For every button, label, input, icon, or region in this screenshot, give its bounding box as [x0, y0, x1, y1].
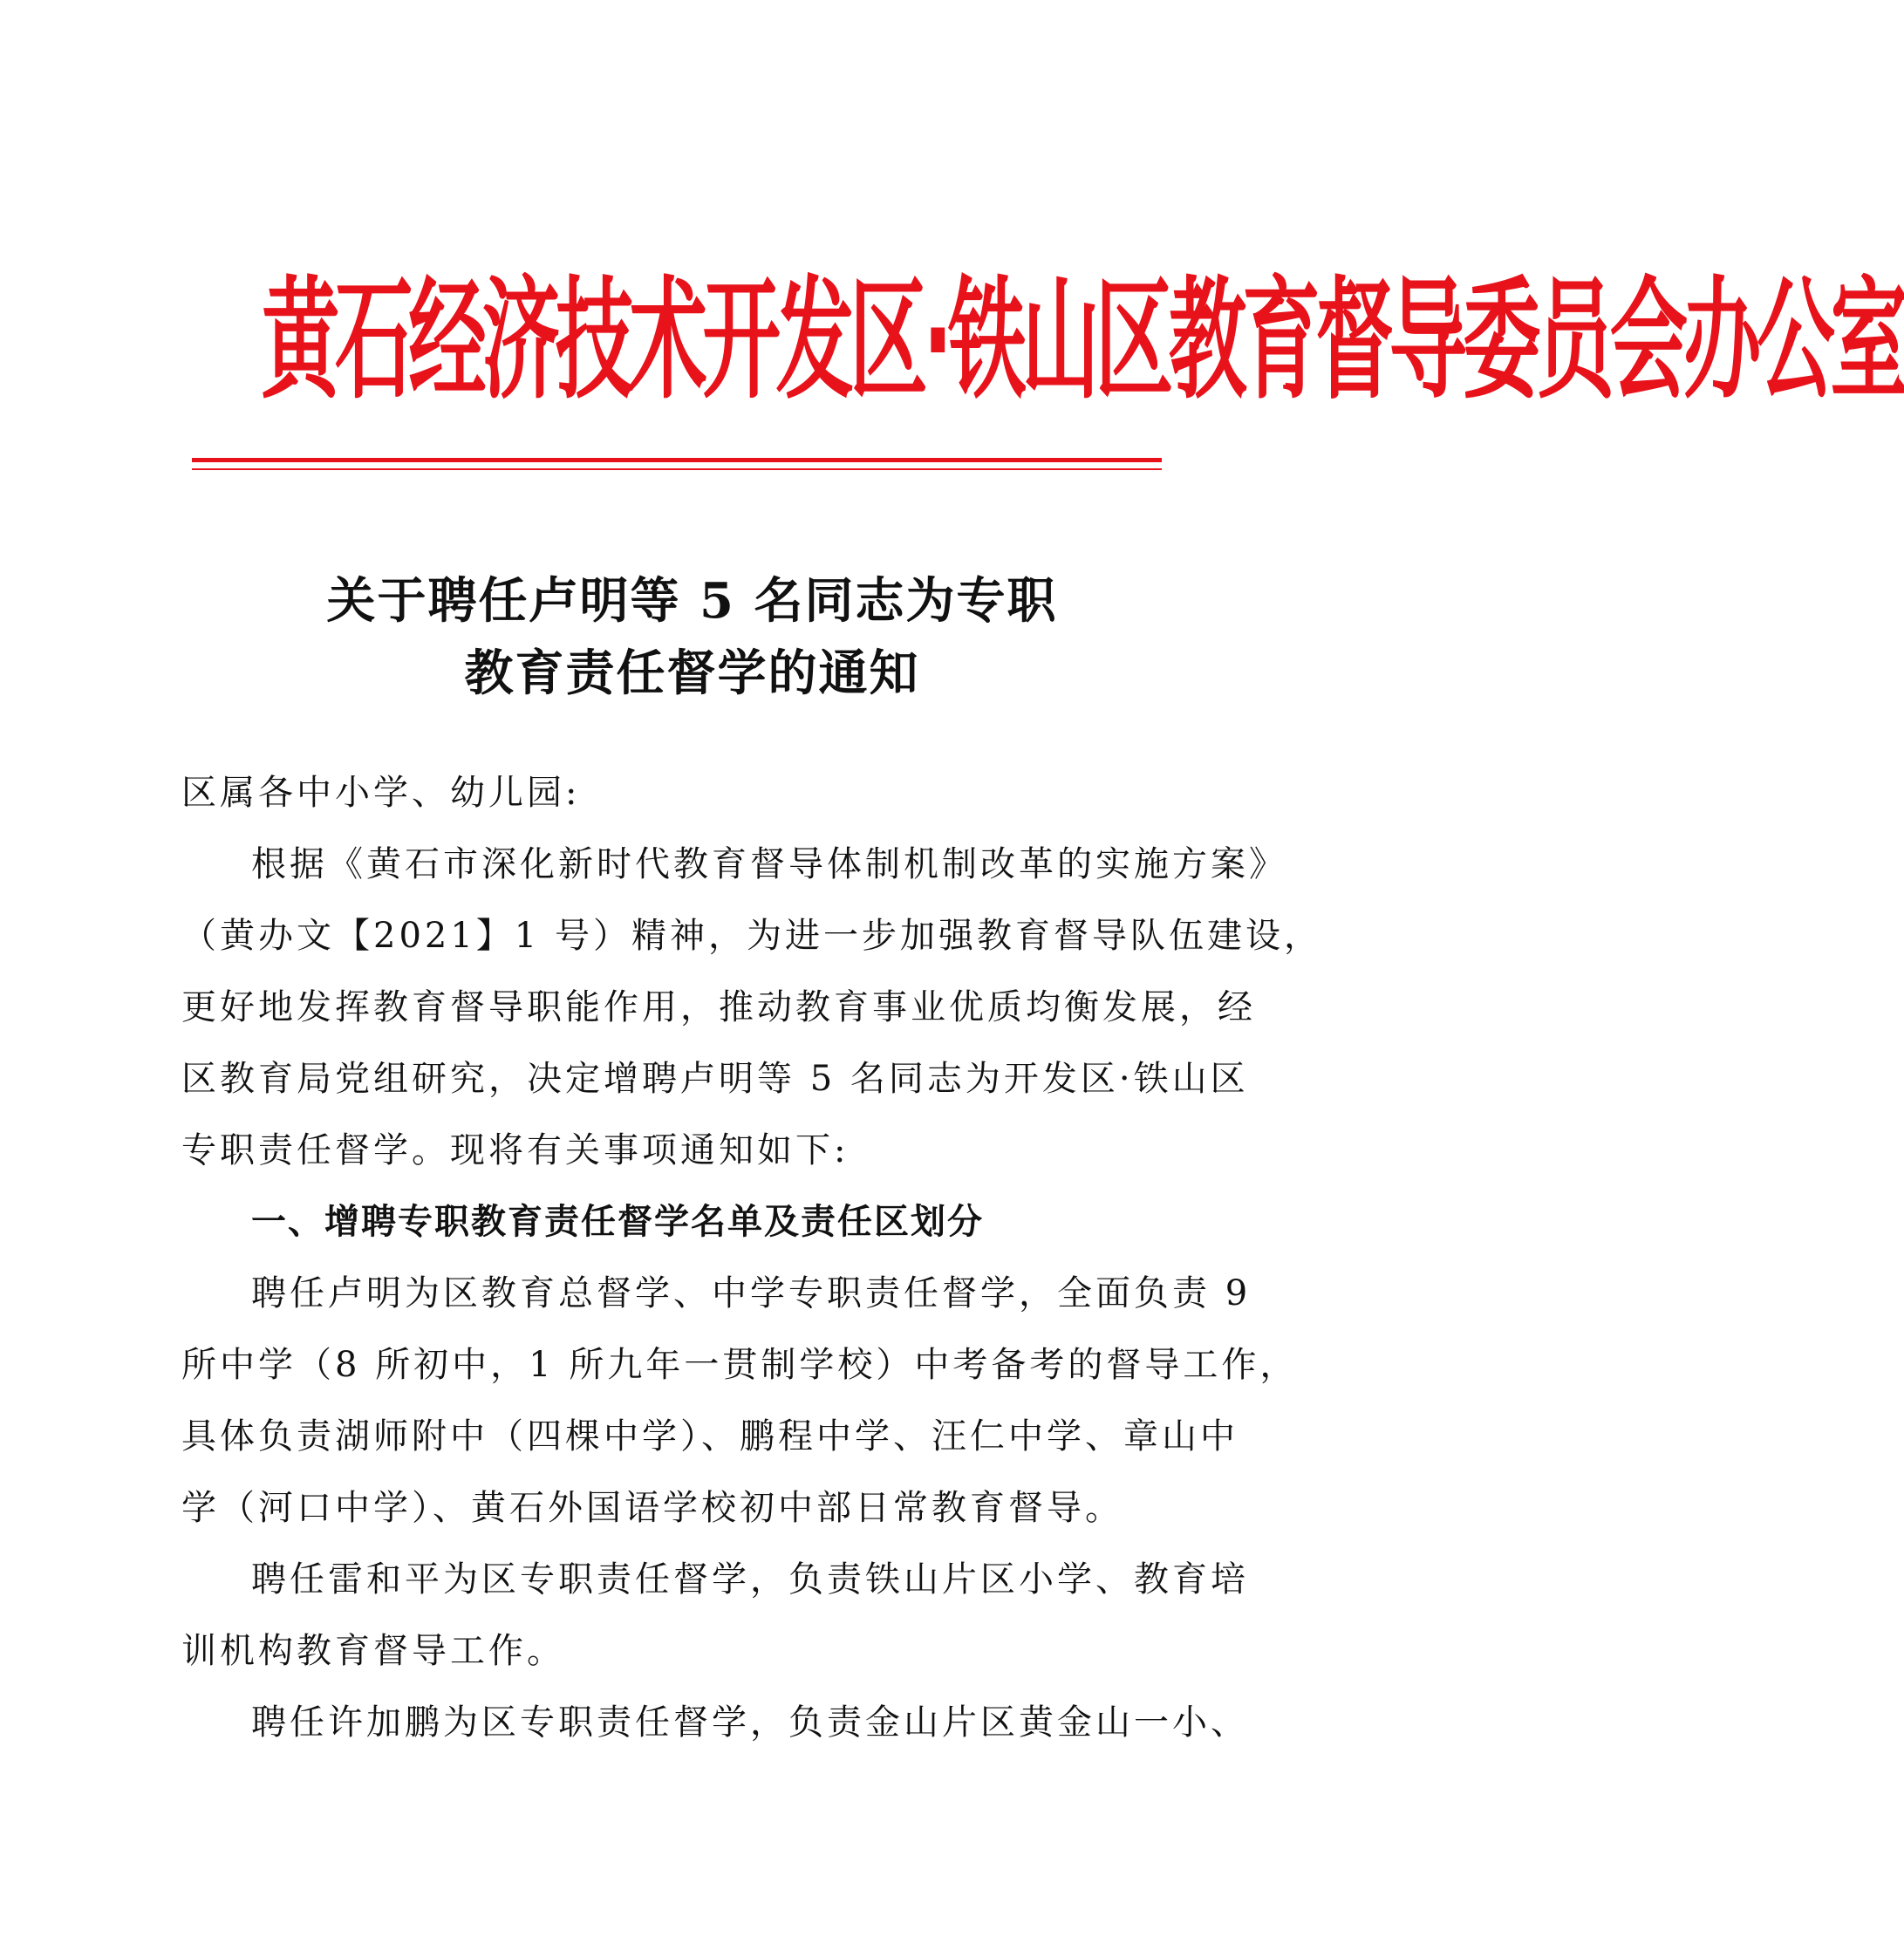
issuing-office-header: 黄石经济技术开发区·铁山区教育督导委员会办公室: [261, 263, 1904, 418]
body-line: 区教育局党组研究，决定增聘卢明等 5 名同志为开发区·铁山区: [181, 1059, 1249, 1099]
body-line: 更好地发挥教育督导职能作用，推动教育事业优质均衡发展，经: [181, 987, 1256, 1027]
section-heading: 一、增聘专职教育责任督学名单及责任区划分: [251, 1202, 984, 1242]
salutation: 区属各中小学、幼儿园:: [181, 773, 581, 813]
body-line: 专职责任督学。现将有关事项通知如下:: [181, 1130, 850, 1170]
body-line: 训机构教育督导工作。: [181, 1631, 565, 1671]
body-line: 聘任雷和平为区专职责任督学，负责铁山片区小学、教育培: [251, 1559, 1249, 1600]
body-line: （黄办文【2021】1 号）精神，为进一步加强教育督导队伍建设，: [181, 916, 1322, 956]
body-line: 聘任许加鹏为区专职责任督学，负责金山片区黄金山一小、: [251, 1702, 1249, 1743]
document-title-line-2: 教育责任督学的通知: [464, 645, 920, 702]
body-line: 聘任卢明为区教育总督学、中学专职责任督学，全面负责 9: [251, 1273, 1252, 1313]
header-red-rule-thin: [192, 468, 1162, 470]
body-line: 具体负责湖师附中（四棵中学）、鹏程中学、汪仁中学、章山中: [181, 1416, 1239, 1457]
body-line: 所中学（8 所初中，1 所九年一贯制学校）中考备考的督导工作，: [181, 1345, 1299, 1385]
body-line: 学（河口中学）、黄石外国语学校初中部日常教育督导。: [181, 1488, 1123, 1528]
document-title-line-1: 关于聘任卢明等 5 名同志为专职: [326, 572, 1058, 630]
body-line: 根据《黄石市深化新时代教育督导体制机制改革的实施方案》: [251, 844, 1287, 884]
header-red-rule-thick: [192, 458, 1162, 462]
